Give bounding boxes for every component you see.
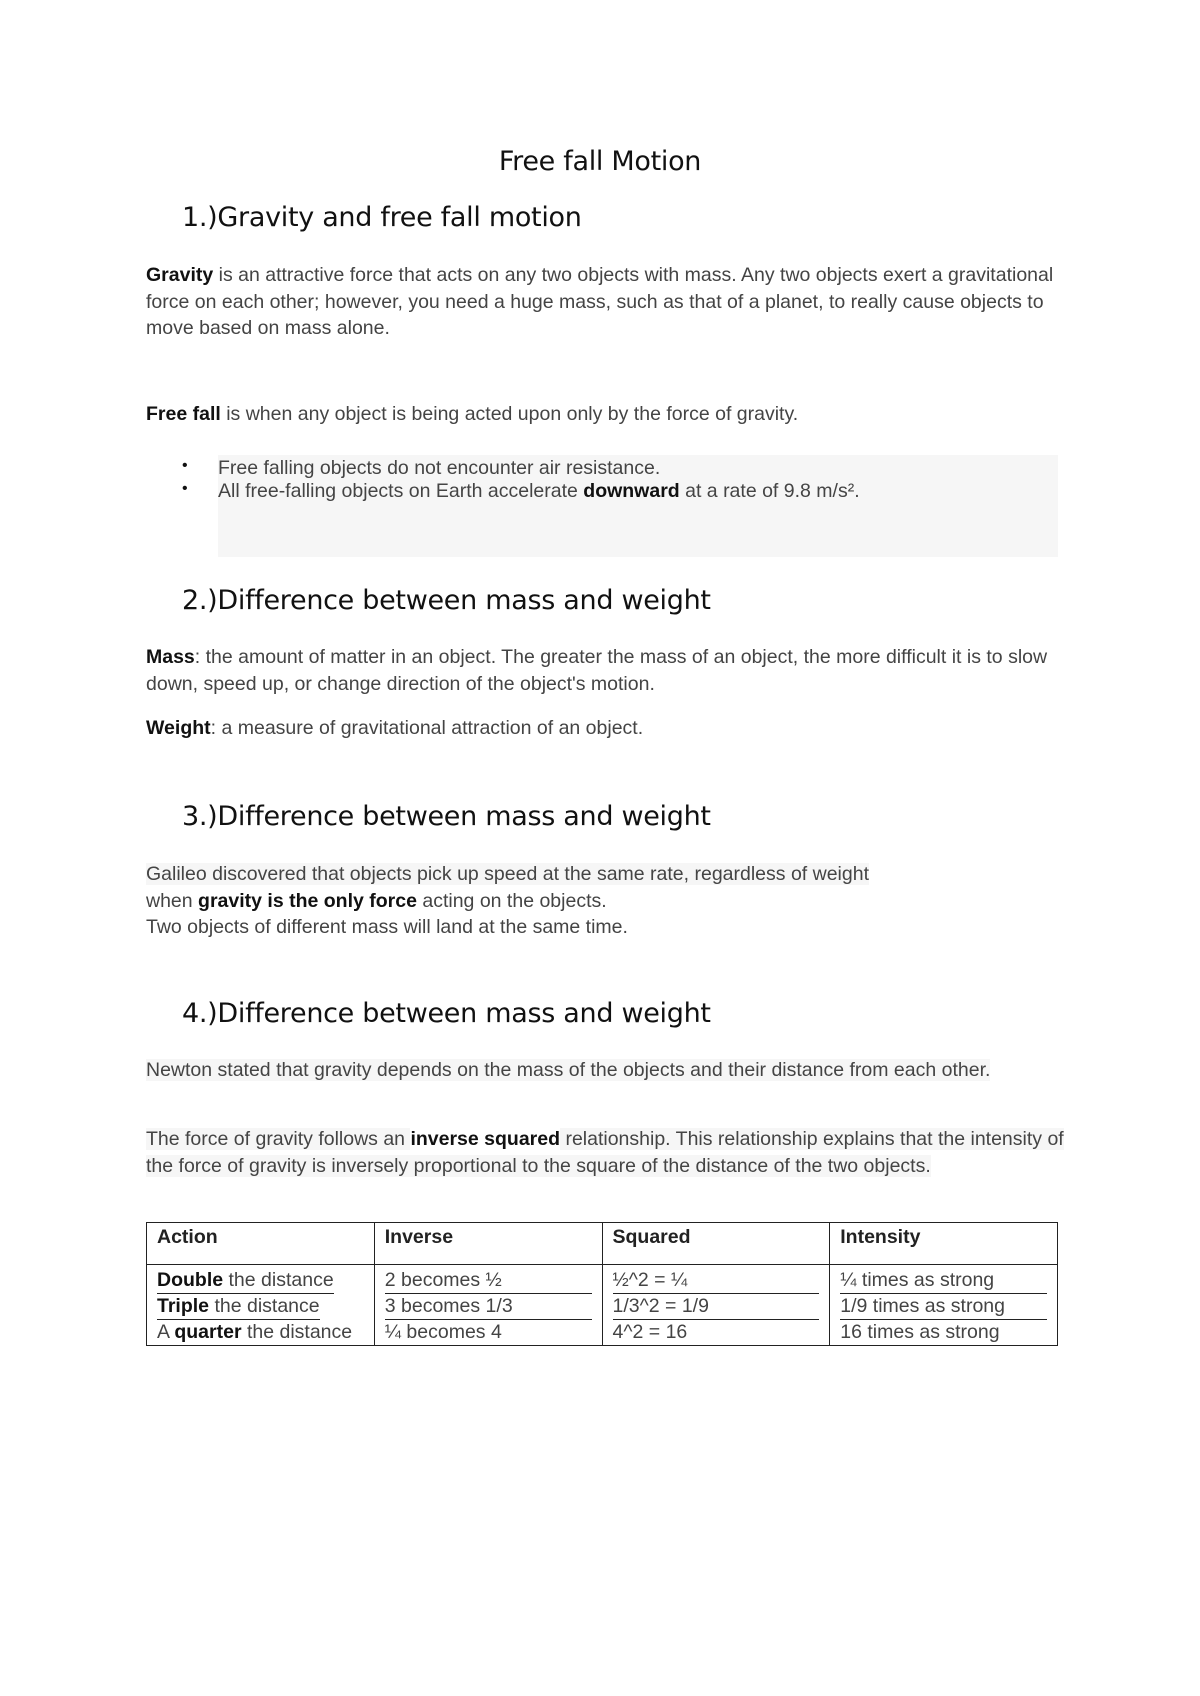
downward-emphasis: downward [583, 480, 680, 502]
mass-paragraph: Mass: the amount of matter in an object. The greater the mass of an object, the more difficult it is to slow down, speed up, or change direction of the object's motion. [146, 646, 1048, 695]
table-cell-action: A quarter the distance [147, 1320, 375, 1346]
table-header-row [147, 1223, 1058, 1265]
table-cell-action: Triple the distance [147, 1294, 375, 1320]
inverse-square-paragraph: The force of gravity follows an inverse squared relationship. This relationship explains that the intensity of the force of gravity is inversely proportional to the square of the distance of the two objects. [146, 1128, 1064, 1177]
inverse-squared-emphasis: inverse squared [410, 1128, 561, 1150]
table-cell-intensity: ¼ times as strong [830, 1265, 1058, 1295]
table-cell-inverse: ¼ becomes 4 [374, 1320, 602, 1346]
free-fall-term: Free fall [146, 403, 221, 425]
column-header-inverse: Inverse [374, 1223, 602, 1265]
table-row [147, 1320, 1058, 1346]
table-cell-intensity: 1/9 times as strong [830, 1294, 1058, 1320]
column-header-action: Action [147, 1223, 375, 1265]
newton-paragraph: Newton stated that gravity depends on the mass of the objects and their distance from each other. [146, 1059, 991, 1081]
free-fall-paragraph [146, 401, 1066, 428]
table-row [147, 1265, 1058, 1295]
section-3-heading: 3.)Difference between mass and weight [182, 801, 711, 832]
bullet-icon: • [182, 457, 188, 474]
column-header-squared: Squared [602, 1223, 830, 1265]
table-cell-inverse: 2 becomes ½ [374, 1265, 602, 1295]
weight-paragraph: Weight: a measure of gravitational attraction of an object. [146, 717, 644, 739]
bullet-icon: • [182, 480, 188, 497]
galileo-paragraph: Galileo discovered that objects pick up speed at the same rate, regardless of weight when gravity is the only force acting on the objects. Two objects of different mass will land at the same time. [146, 863, 869, 938]
gravity-paragraph [146, 262, 1066, 342]
table-cell-squared: ½^2 = ¼ [602, 1265, 830, 1295]
table-cell-intensity: 16 times as strong [830, 1320, 1058, 1346]
only-force-emphasis: gravity is the only force [198, 889, 417, 912]
free-fall-bullet-list: • Free falling objects do not encounter air resistance. • All free-falling objects on Earth accelerate downward at a rate of 9.8 m/s². [146, 455, 1058, 557]
mass-term: Mass [146, 646, 195, 668]
gravity-definition: is an attractive force that acts on any two objects with mass. Any two objects exert a gravitational force on each other; however, you need a huge mass, such as that of a planet, to really cause objects to move based on mass alone. [146, 264, 1054, 339]
table-cell-inverse: 3 becomes 1/3 [374, 1294, 602, 1320]
gravity-term: Gravity [146, 264, 214, 286]
section-4-heading: 4.)Difference between mass and weight [182, 998, 711, 1029]
document-title: Free fall Motion [498, 146, 702, 177]
table-cell-action: Double the distance [147, 1265, 375, 1295]
section-1-heading: 1.)Gravity and free fall motion [182, 202, 582, 233]
free-fall-definition: is when any object is being acted upon only by the force of gravity. [220, 403, 799, 425]
section-2-heading: 2.)Difference between mass and weight [182, 585, 711, 616]
table-cell-squared: 4^2 = 16 [602, 1320, 830, 1346]
column-header-intensity: Intensity [830, 1223, 1058, 1265]
inverse-square-table [146, 1222, 1058, 1346]
table-cell-squared: 1/3^2 = 1/9 [602, 1294, 830, 1320]
weight-term: Weight [146, 717, 211, 739]
table-row [147, 1294, 1058, 1320]
